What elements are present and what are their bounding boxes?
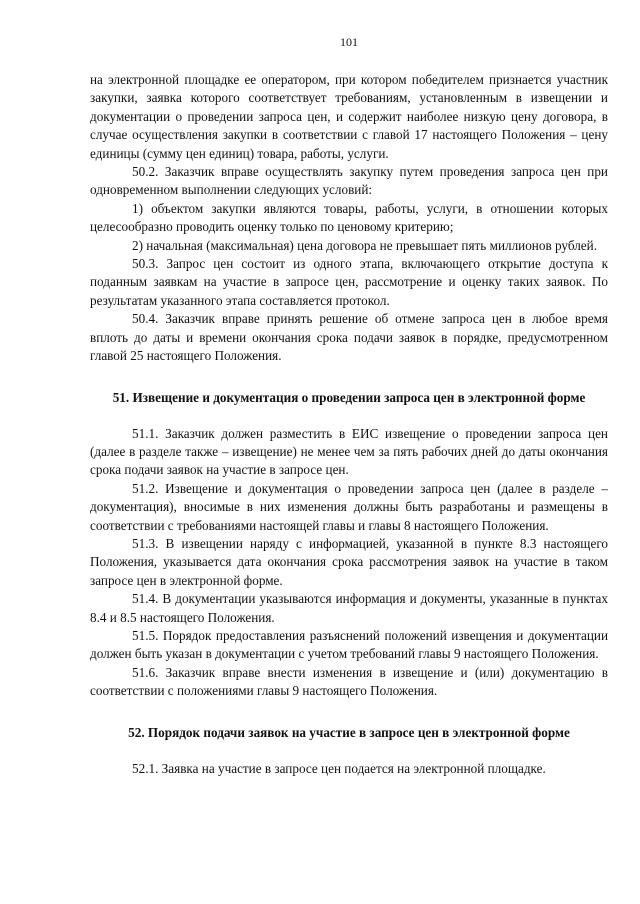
paragraph-51-5: 51.5. Порядок предоставления разъяснений положений извещения и документации должен быть указан в документации с учетом требований главы 9 настоящего Положения. [90, 627, 608, 662]
paragraph-51-1: 51.1. Заказчик должен разместить в ЕИС извещение о проведении запроса цен (далее в разделе также – извещение) не менее чем за пять рабочих дней до даты окончания срока подачи заявок на участие в запросе цен. [90, 425, 608, 478]
section-heading-51: 51. Извещение и документация о проведении запроса цен в электронной форме [112, 389, 586, 405]
paragraph-51-3: 51.3. В извещении наряду с информацией, указанной в пункте 8.3 настоящего Положения, указывается дата окончания срока рассмотрения заявок на участие в таком запросе цен в электронной форме. [90, 535, 608, 588]
paragraph-52-1: 52.1. Заявка на участие в запросе цен подается на электронной площадке. [132, 760, 546, 776]
paragraph-51-6: 51.6. Заказчик вправе внести изменения в извещение и (или) документацию в соответствии с положениями главы 9 настоящего Положения. [90, 664, 608, 699]
page-number: 101 [340, 35, 358, 49]
paragraph-50-2: 50.2. Заказчик вправе осуществлять закупку путем проведения запроса цен при одновременном выполнении следующих условий: [90, 164, 608, 198]
list-item-50-2-1: 1) объектом закупки являются товары, работы, услуги, в отношении которых целесообразно проводить оценку только по ценовому критерию; [90, 200, 608, 235]
paragraph-50-3: 50.3. Запрос цен состоит из одного этапа, включающего открытие доступа к поданным заявкам на участие в запросе цен, рассмотрение и оценку таких заявок. По результатам указанного этапа составляется протокол. [90, 256, 608, 308]
list-item-50-2-2: 2) начальная (максимальная) цена договора не превышает пять миллионов рублей. [132, 237, 597, 253]
section-heading-52: 52. Порядок подачи заявок на участие в запросе цен в электронной форме [128, 724, 570, 740]
paragraph-51-2: 51.2. Извещение и документация о проведении запроса цен (далее в разделе – документация), вносимые в них изменения должны быть разработаны и размещены в соответствии с требованиями настоящей главы и главы 8 настоящего Положения. [90, 480, 608, 533]
paragraph-51-4: 51.4. В документации указываются информация и документы, указанные в пунктах 8.4 и 8.5 настоящего Положения. [90, 591, 608, 625]
paragraph-50-4: 50.4. Заказчик вправе принять решение об отмене запроса цен в любое время вплоть до даты и времени окончания срока подачи заявок в порядке, предусмотренном главой 25 настоящего Положения. [90, 311, 608, 364]
paragraph-intro: на электронной площадке ее оператором, при котором победителем признается участник закупки, заявка которого соответствует требованиям, установленным в извещении и документации о проведении запроса цен, и содержит наиболее низкую цену договора, в случае осуществления закупки в соответствии с главой 17 настоящего Положения – цену единицы (сумму цен единиц) товара, работы, услуги. [90, 72, 608, 161]
